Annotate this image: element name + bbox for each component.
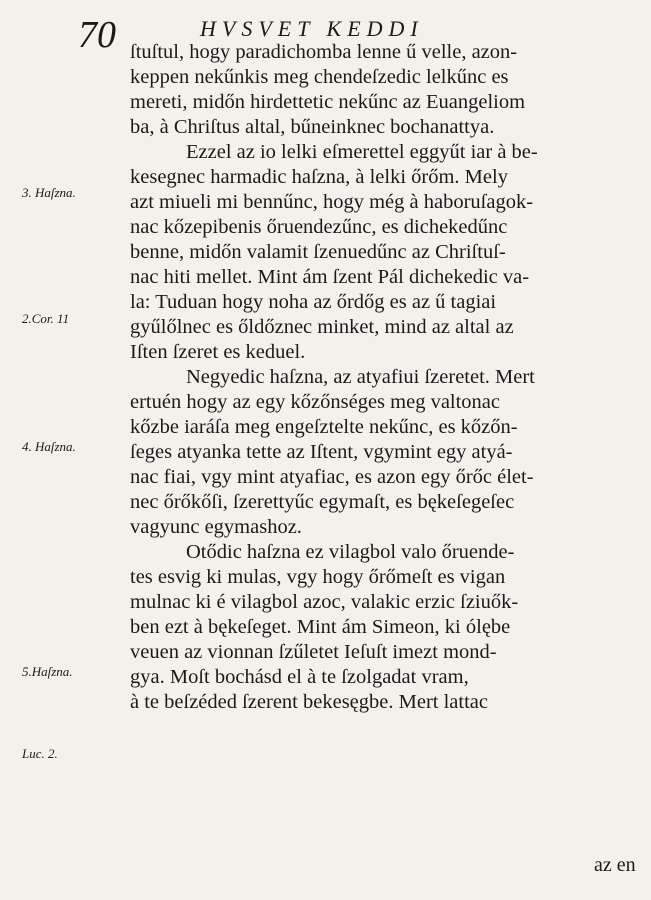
text-line: benne, midőn valamit ſzenuedűnc az Chriſtuſ-	[130, 241, 506, 263]
marginal-note: 2.Cor. 11	[22, 311, 70, 326]
text-line: nec őrőkőſi, ſzerettyűc egymaſt, es bękeſegeſec	[130, 491, 515, 513]
page-number: 70	[78, 14, 116, 56]
marginal-note: Luc. 2.	[22, 746, 58, 761]
text-line: kesegnec harmadic haſzna, à lelki őrőm. Mely	[130, 166, 508, 188]
text-line: ertuén hogy az egy kőzőnséges meg valtonac	[130, 391, 501, 413]
body-text	[130, 40, 642, 715]
text-line: Iſten ſzeret es keduel.	[130, 341, 306, 363]
text-line: tes esvig ki mulas, vgy hogy őrőmeſt es vigan	[130, 566, 506, 588]
marginal-note: 4. Haſzna.	[22, 439, 76, 454]
text-line: nac kőzepibenis őruendezűnc, es dichekedűnc	[130, 216, 508, 238]
paragraph-start-line: Negyedic haſzna, az atyafiui ſzeretet. Mert	[186, 366, 535, 388]
text-line: mereti, midőn hirdettetic nekűnc az Euangeliom	[130, 91, 526, 113]
text-line: keppen nekűnkis meg chendeſzedic lelkűnc es	[130, 66, 509, 88]
text-line: nac fiai, vgy mint atyafiac, es azon egy őrőc élet-	[130, 466, 534, 488]
text-line: ben ezt à bękeſeget. Mint ám Simeon, ki ólębe	[130, 616, 511, 638]
text-line: nac hiti mellet. Mint ám ſzent Pál dichekedic va-	[130, 266, 530, 288]
text-line: la: Tuduan hogy noha az őrdőg es az ű tagiai	[130, 291, 497, 313]
text-line: ſeges atyanka tette az Iſtent, vgymint egy atyá-	[130, 441, 513, 463]
text-line: mulnac ki é vilagbol azoc, valakic erzic ſziuők-	[130, 591, 519, 613]
catchword: az en	[594, 854, 636, 876]
text-line: ba, à Chriſtus altal, bűneinknec bochanattya.	[130, 116, 495, 138]
text-line: kőzbe iaráſa meg engeſztelte nekűnc, es kőzőn-	[130, 416, 518, 438]
marginal-note: 3. Haſzna.	[22, 185, 76, 200]
text-line: vagyunc egymashoz.	[130, 516, 302, 538]
text-line: azt miueli mi bennűnc, hogy még à haboruſagok-	[130, 191, 534, 213]
text-line: gyűlőlnec es őldőznec minket, mind az altal az	[130, 316, 514, 338]
paragraph-start-line: Ezzel az io lelki eſmerettel eggyűt iar à be-	[186, 141, 538, 163]
marginal-note: 5.Haſzna.	[22, 664, 73, 679]
running-head: HVSVET KEDDI	[200, 16, 424, 41]
text-line: à te beſzéded ſzerent bekesęgbe. Mert lattac	[130, 691, 488, 713]
text-line: veuen az vionnan ſzűletet Ieſuſt imezt mond-	[130, 641, 497, 663]
text-line: gya. Moſt bochásd el à te ſzolgadat vram,	[130, 666, 469, 688]
text-line: ſtuſtul, hogy paradichomba lenne ű velle, azon-	[130, 41, 518, 63]
paragraph-start-line: Otődic haſzna ez vilagbol valo őruende-	[186, 541, 515, 563]
